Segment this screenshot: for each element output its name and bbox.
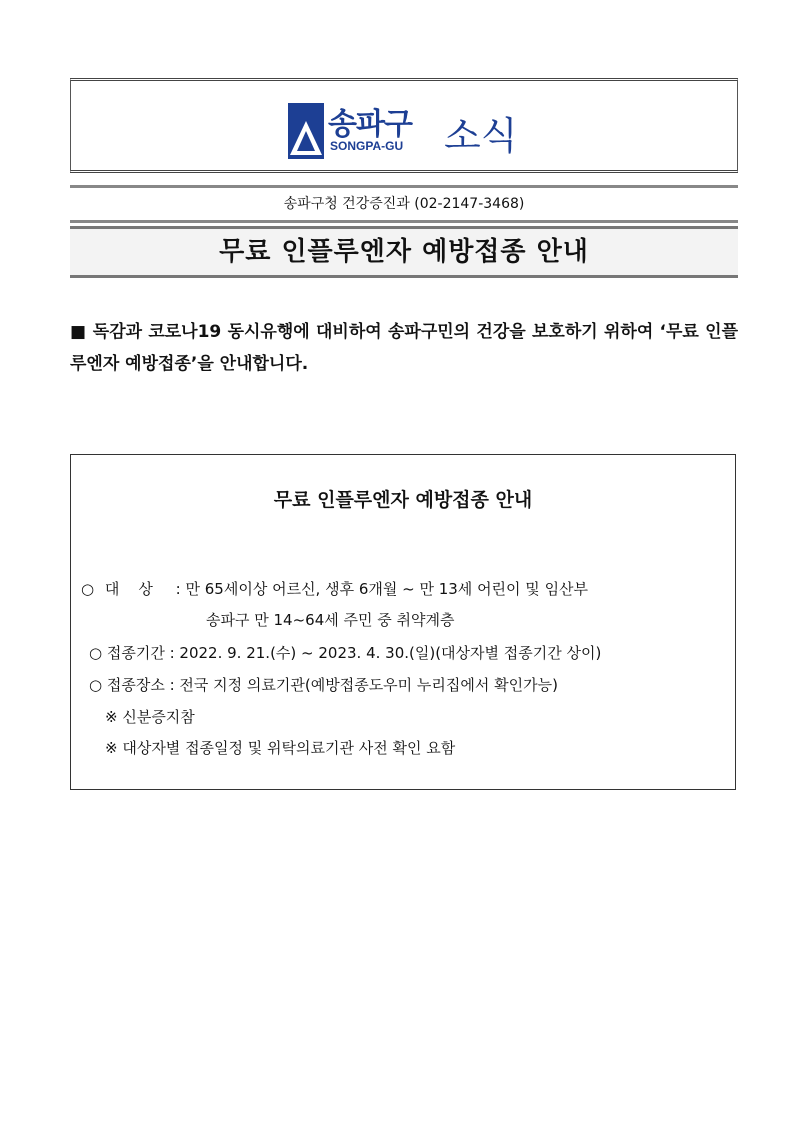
square-bullet-icon: ■ xyxy=(70,322,87,342)
page-title: 무료 인플루엔자 예방접종 안내 xyxy=(70,226,738,278)
songpa-emblem-icon xyxy=(288,103,324,159)
intro-text: 독감과 코로나19 동시유행에 대비하여 송파구민의 건강을 보호하기 위하여 ‘무료 인플루엔자 예방접종’을 안내합니다. xyxy=(70,322,738,374)
circle-bullet-icon: ○ xyxy=(89,644,103,662)
target-separator: : xyxy=(175,580,181,598)
target-line-2: 송파구 만 14~64세 주민 중 취약계층 xyxy=(206,611,455,629)
header-box xyxy=(70,78,738,173)
period-line xyxy=(89,643,601,663)
note-id-card: ※ 신분증지참 xyxy=(105,708,195,726)
place-text: 접종장소 : 전국 지정 의료기관(예방접종도우미 누리집에서 확인가능) xyxy=(106,676,558,694)
info-box xyxy=(70,454,736,790)
news-heading: 소식 xyxy=(444,114,518,158)
circle-bullet-icon: ○ xyxy=(89,676,103,694)
target-text: 만 65세이상 어르신, 생후 6개월 ~ 만 13세 어린이 및 임산부 xyxy=(185,580,589,598)
period-text: 접종기간 : 2022. 9. 21.(수) ~ 2023. 4. 30.(일)(대상자별 접종기간 상이) xyxy=(106,644,602,662)
info-title: 무료 인플루엔자 예방접종 안내 xyxy=(273,489,533,511)
logo-name: 송파구 xyxy=(328,107,412,142)
circle-bullet-icon: ○ xyxy=(81,580,95,598)
logo-subtitle: SONGPA-GU xyxy=(330,139,404,153)
note-check-schedule: ※ 대상자별 접종일정 및 위탁의료기관 사전 확인 요함 xyxy=(105,739,456,757)
place-line xyxy=(89,675,558,695)
target-line xyxy=(81,579,588,599)
department-contact: 송파구청 건강증진과 (02-2147-3468) xyxy=(70,185,738,223)
intro-paragraph xyxy=(70,316,738,380)
target-label: 대 상 xyxy=(104,580,153,598)
songpa-logo xyxy=(288,101,448,159)
